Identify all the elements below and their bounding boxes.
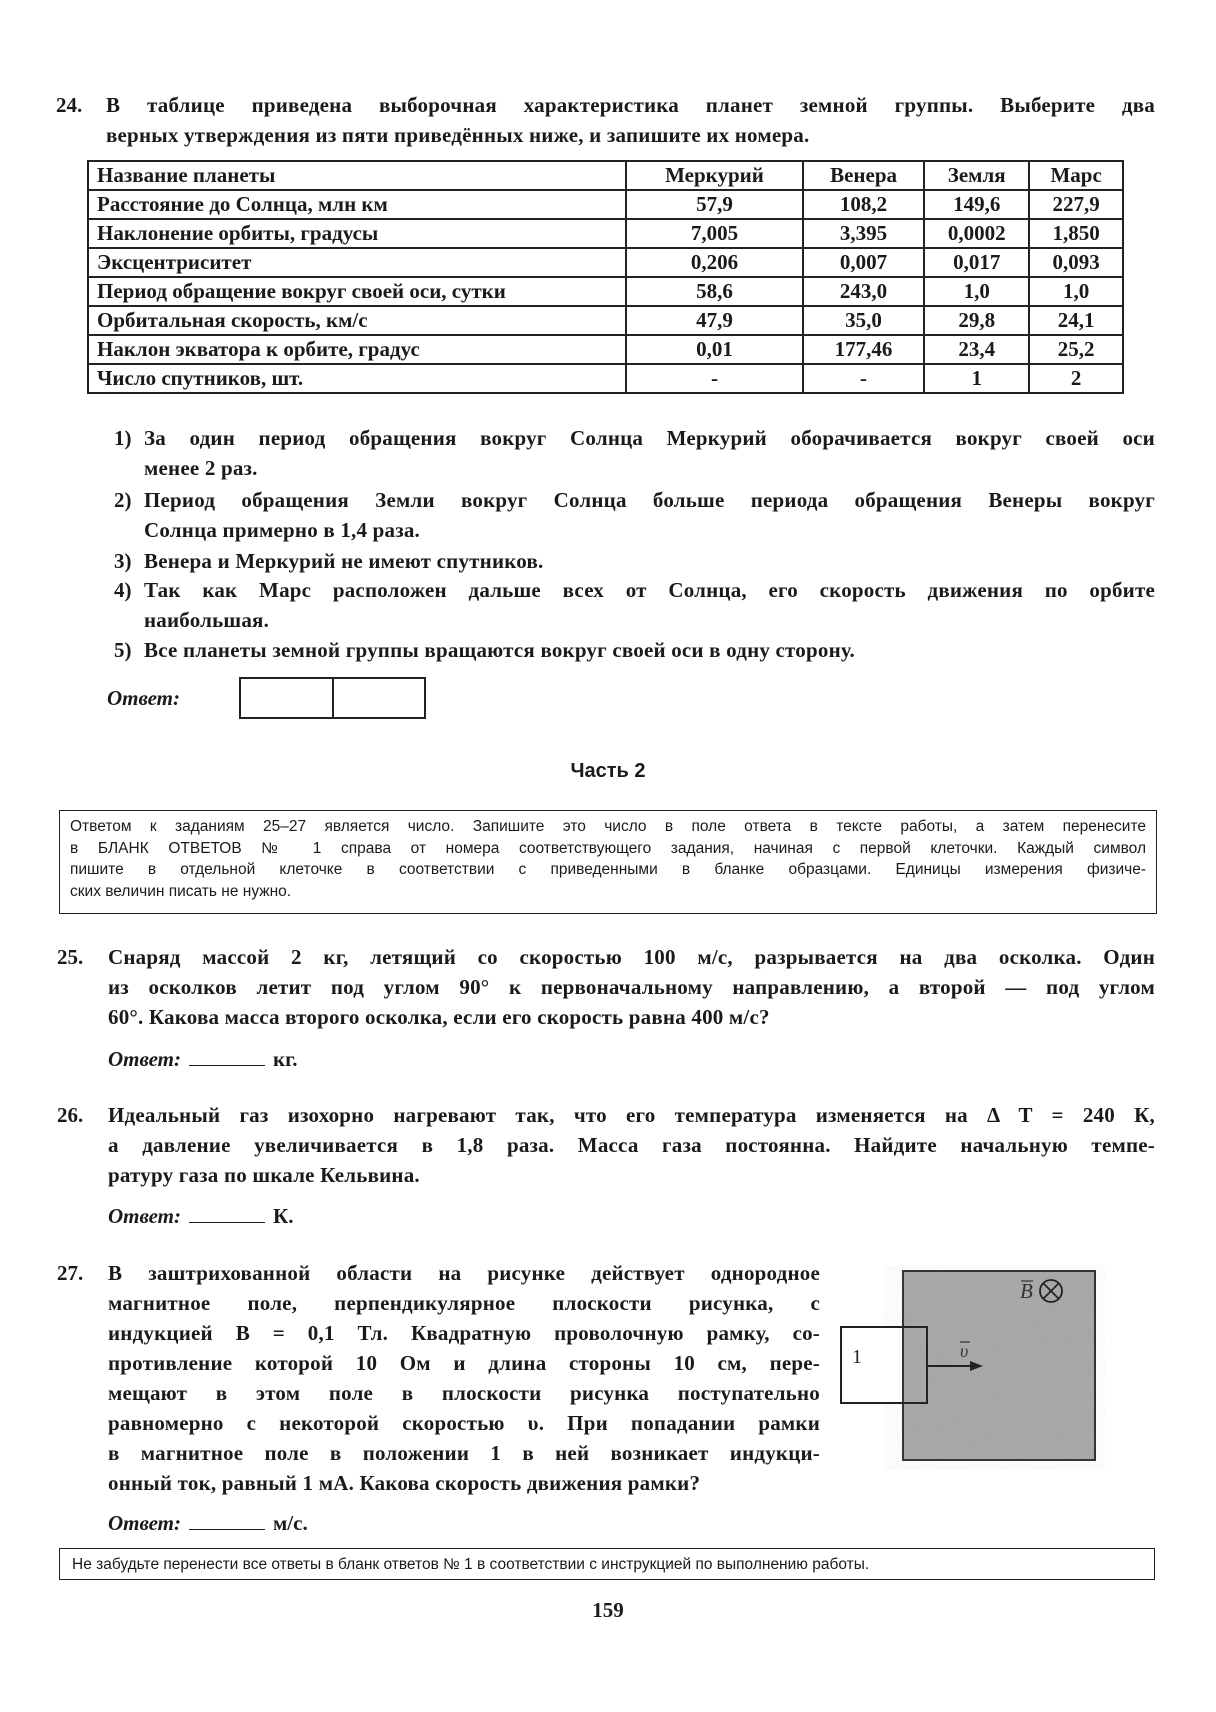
table-cell: Орбитальная скорость, км/с <box>88 306 626 335</box>
text-line: пишите в отдельной клеточке в соответствии с приведенными в бланке образцами. Единицы измерения физиче- <box>70 861 1146 878</box>
table-cell: 108,2 <box>803 190 924 219</box>
task-27-number: 27. <box>57 1261 84 1285</box>
text-line: ских величин писать не нужно. <box>70 882 292 900</box>
table-cell: 0,093 <box>1029 248 1123 277</box>
field-label: B <box>1020 1279 1033 1303</box>
table-row <box>88 248 1123 277</box>
task-24-answer-label: Ответ: <box>107 686 180 710</box>
statement-4 <box>144 575 1155 635</box>
task-25-answer: Ответ: кг. <box>108 1047 298 1071</box>
table-cell: 58,6 <box>626 277 803 306</box>
text-line: в магнитное поле в положении 1 в ней возникает индукци- <box>108 1441 820 1465</box>
task-25-number: 25. <box>57 945 84 969</box>
table-cell: 1,0 <box>924 277 1029 306</box>
text-line: Период обращения Земли вокруг Солнца больше периода обращения Венеры вокруг <box>144 488 1155 512</box>
text-line: менее 2 раз. <box>144 456 258 480</box>
table-cell: 1 <box>924 364 1029 393</box>
table-cell: 227,9 <box>1029 190 1123 219</box>
table-header-row <box>88 161 1123 190</box>
velocity-label: υ <box>960 1341 969 1361</box>
statement-number: 2) <box>114 488 132 512</box>
text-line: Идеальный газ изохорно нагревают так, что его температура изменяется на Δ T = 240 К, <box>108 1103 1155 1127</box>
table-cell: 177,46 <box>803 335 924 364</box>
answer-cell-1[interactable] <box>241 679 334 717</box>
table-cell: Эксцентриситет <box>88 248 626 277</box>
task-25-text <box>108 942 1155 1032</box>
text-line: индукцией B = 0,1 Тл. Квадратную проволочную рамку, со- <box>108 1321 820 1345</box>
table-row <box>88 364 1123 393</box>
table-cell: 0,007 <box>803 248 924 277</box>
text-line: В таблице приведена выборочная характеристика планет земной группы. Выберите два <box>106 93 1155 117</box>
statement-number: 1) <box>114 426 132 450</box>
magnetic-field-figure <box>835 1265 1105 1470</box>
statement-3 <box>144 546 1155 576</box>
text-line: из осколков летит под углом 90° к первоначальному направлению, а второй — под углом <box>108 975 1155 999</box>
table-cell: 0,0002 <box>924 219 1029 248</box>
text-line: 60°. Какова масса второго осколка, если его скорость равна 400 м/с? <box>108 1005 770 1029</box>
statement-number: 5) <box>114 638 132 662</box>
table-row <box>88 190 1123 219</box>
table-cell: 57,9 <box>626 190 803 219</box>
text-line: наибольшая. <box>144 608 270 632</box>
task-27-answer: Ответ: м/с. <box>108 1511 308 1535</box>
table-cell: 24,1 <box>1029 306 1123 335</box>
statement-1 <box>144 423 1155 483</box>
table-cell: Период обращение вокруг своей оси, сутки <box>88 277 626 306</box>
page-number: 159 <box>592 1598 624 1622</box>
statement-5 <box>144 635 1155 665</box>
table-header-cell: Меркурий <box>626 161 803 190</box>
text-line: а давление увеличивается в 1,8 раза. Масса газа постоянна. Найдите начальную темпе- <box>108 1133 1155 1157</box>
table-cell: 47,9 <box>626 306 803 335</box>
task-24-answer-boxes[interactable] <box>239 677 426 719</box>
text-line: противление которой 10 Ом и длина стороны 10 см, пере- <box>108 1351 820 1375</box>
table-cell: 35,0 <box>803 306 924 335</box>
table-cell: 149,6 <box>924 190 1029 219</box>
text-line: Солнца примерно в 1,4 раза. <box>144 518 421 542</box>
text-line: мещают в этом поле в плоскости рисунка поступательно <box>108 1381 820 1405</box>
table-row <box>88 306 1123 335</box>
table-header-cell: Венера <box>803 161 924 190</box>
text-line: В заштрихованной области на рисунке действует однородное <box>108 1261 820 1285</box>
table-cell: 243,0 <box>803 277 924 306</box>
frame-label: 1 <box>852 1346 862 1368</box>
table-row <box>88 277 1123 306</box>
table-cell: 1,0 <box>1029 277 1123 306</box>
answer-cell-2[interactable] <box>334 679 425 717</box>
table-cell: 0,206 <box>626 248 803 277</box>
part-2-instructions <box>70 816 1146 902</box>
task-26-number: 26. <box>57 1103 84 1127</box>
text-line: За один период обращения вокруг Солнца Меркурий оборачивается вокруг своей оси <box>144 426 1155 450</box>
table-cell: 2 <box>1029 364 1123 393</box>
text-line: Венера и Меркурий не имеют спутников. <box>144 549 544 573</box>
statement-2 <box>144 485 1155 545</box>
table-header-cell: Марс <box>1029 161 1123 190</box>
answer-blank[interactable] <box>189 1204 265 1223</box>
table-cell: 3,395 <box>803 219 924 248</box>
table-cell: Наклонение орбиты, градусы <box>88 219 626 248</box>
table-cell: - <box>626 364 803 393</box>
answer-blank[interactable] <box>189 1047 265 1066</box>
text-line: Все планеты земной группы вращаются вокруг своей оси в одну сторону. <box>144 638 855 662</box>
table-cell: 29,8 <box>924 306 1029 335</box>
table-cell: 23,4 <box>924 335 1029 364</box>
planets-table <box>87 160 1124 394</box>
text-line: равномерно с некоторой скоростью υ. При попадании рамки <box>108 1411 820 1435</box>
table-cell: Наклон экватора к орбите, градус <box>88 335 626 364</box>
text-line: в БЛАНК ОТВЕТОВ № 1 справа от номера соответствующего задания, начиная с первой клеточки. Каждый символ <box>70 839 1146 857</box>
task-26-text <box>108 1100 1155 1190</box>
text-line: онный ток, равный 1 мА. Какова скорость движения рамки? <box>108 1471 701 1495</box>
text-line: Так как Марс расположен дальше всех от Солнца, его скорость движения по орбите <box>144 578 1155 602</box>
table-cell: 0,017 <box>924 248 1029 277</box>
table-cell: Расстояние до Солнца, млн км <box>88 190 626 219</box>
task-24-text <box>106 90 1155 150</box>
table-header-cell: Земля <box>924 161 1029 190</box>
table-cell: - <box>803 364 924 393</box>
text-line: Снаряд массой 2 кг, летящий со скоростью 100 м/с, разрывается на два осколка. Один <box>108 945 1155 969</box>
table-header-cell: Название планеты <box>88 161 626 190</box>
task-27-text <box>108 1258 820 1498</box>
table-row <box>88 335 1123 364</box>
part-2-title: Часть 2 <box>570 760 646 782</box>
task-26-answer: Ответ: К. <box>108 1204 294 1228</box>
table-cell: 0,01 <box>626 335 803 364</box>
statement-number: 4) <box>114 578 132 602</box>
answer-blank[interactable] <box>189 1511 265 1530</box>
text-line: верных утверждения из пяти приведённых ниже, и запишите их номера. <box>106 123 810 147</box>
table-cell: 25,2 <box>1029 335 1123 364</box>
frame-outside-part <box>842 1328 902 1402</box>
table-row <box>88 219 1123 248</box>
statement-number: 3) <box>114 549 132 573</box>
table-cell: Число спутников, шт. <box>88 364 626 393</box>
table-cell: 7,005 <box>626 219 803 248</box>
text-line: магнитное поле, перпендикулярное плоскости рисунка, с <box>108 1291 820 1315</box>
table-cell: 1,850 <box>1029 219 1123 248</box>
footer-note: Не забудьте перенести все ответы в бланк ответов № 1 в соответствии с инструкцией по выполнению работы. <box>59 1548 1155 1580</box>
task-24-number: 24. <box>56 93 83 117</box>
text-line: Ответом к заданиям 25–27 является число. Запишите это число в поле ответа в тексте работы, а затем перенесите <box>70 818 1146 835</box>
text-line: ратуру газа по шкале Кельвина. <box>108 1163 420 1187</box>
